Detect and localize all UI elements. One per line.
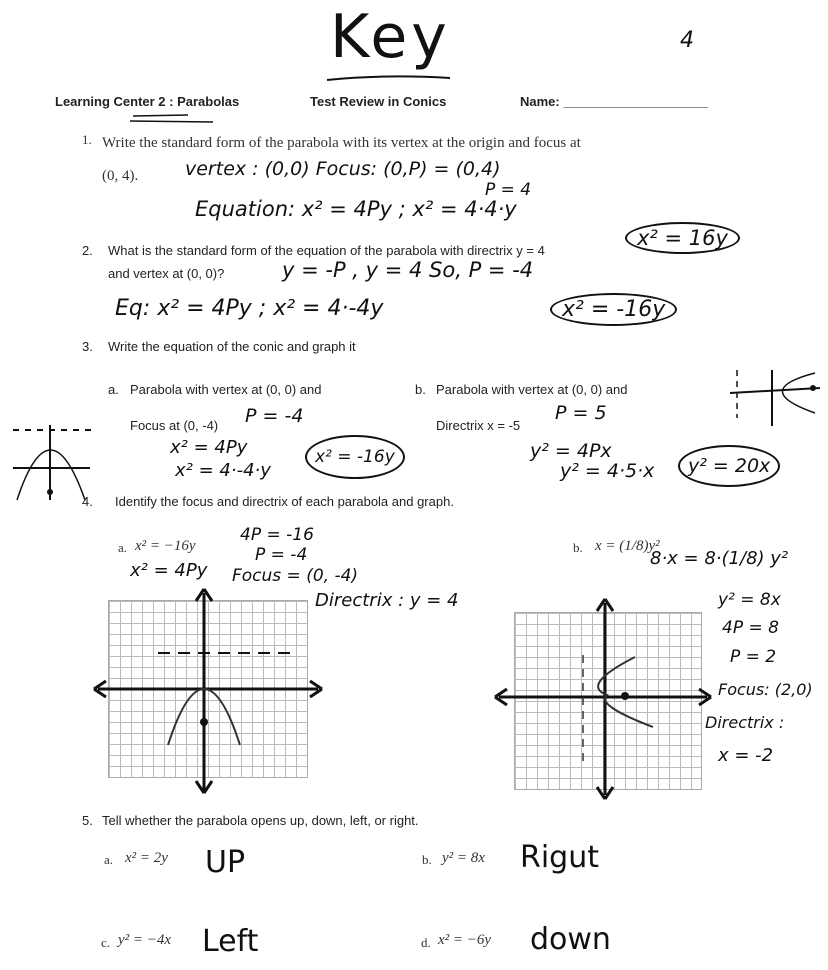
q4a-directrix: Directrix : y = 4 <box>315 590 459 611</box>
q4b-focus: Focus: (2,0) <box>718 680 813 699</box>
q4b-graph <box>495 595 720 805</box>
q3b-answer: y² = 20x <box>678 445 780 487</box>
q5a-label: a. <box>104 852 114 867</box>
q4b-work-1: y² = 8x <box>718 590 781 610</box>
q3b-line2: Directrix x = -5 <box>436 418 521 433</box>
q3b-work-1: y² = 4Px <box>530 440 612 462</box>
q4a-work-2: 4P = -16 <box>240 525 314 545</box>
q3b-work-2: y² = 4·5·x <box>560 460 655 482</box>
q1-prompt: Write the standard form of the parabola with its vertex at the origin and focus at <box>102 135 581 151</box>
q3a-line1: Parabola with vertex at (0, 0) and <box>130 382 322 397</box>
q2-work-1: y = -P , y = 4 So, P = -4 <box>282 258 534 282</box>
course-underline <box>128 112 218 124</box>
q3b-label: b. <box>415 382 426 397</box>
title-key: Key <box>330 2 451 72</box>
q3b-work-p: P = 5 <box>555 402 607 424</box>
q3a-line2: Focus at (0, -4) <box>130 418 219 433</box>
q4b-work-3: P = 2 <box>730 647 777 667</box>
q4a-work-3: P = -4 <box>255 545 308 565</box>
q4b-work-2: 4P = 8 <box>722 618 779 638</box>
q4a-work-1: x² = 4Py <box>130 560 208 581</box>
q2-work-2: Eq: x² = 4Py ; x² = 4·-4y <box>115 296 384 321</box>
page-number: 4 <box>680 28 694 53</box>
q1-work-p: P = 4 <box>485 180 532 200</box>
q5d-answer: down <box>530 922 611 957</box>
q5-number: 5. <box>82 813 93 828</box>
q5c-equation: y² = −4x <box>118 932 172 948</box>
q1-work-2: Equation: x² = 4Py ; x² = 4·4·y <box>195 197 517 221</box>
q4b-directrix: x = -2 <box>718 745 774 766</box>
q3a-label: a. <box>108 382 119 397</box>
q5a-equation: x² = 2y <box>125 850 168 866</box>
q5b-label: b. <box>422 852 432 867</box>
q5d-label: d. <box>421 935 431 950</box>
q5c-label: c. <box>101 935 111 950</box>
name-field[interactable]: Name: ____________________ <box>520 94 708 109</box>
q5-prompt: Tell whether the parabola opens up, down, left, or right. <box>102 813 419 828</box>
q5b-answer: Rigut <box>520 840 599 875</box>
q4-number: 4. <box>82 494 93 509</box>
q3-prompt: Write the equation of the conic and graph it <box>108 339 356 354</box>
q5a-answer: UP <box>205 845 246 880</box>
q2-number: 2. <box>82 243 93 258</box>
q4b-work-0: 8·x = 8·(1/8) y² <box>650 548 789 569</box>
q4a-label: a. <box>118 540 128 555</box>
title-underline <box>325 70 455 86</box>
q5c-answer: Left <box>202 924 259 959</box>
q1-prompt-2: (0, 4). <box>102 168 139 184</box>
q4b-directrix-label: Directrix : <box>705 713 785 732</box>
q2-answer: x² = -16y <box>550 293 677 326</box>
q4a-focus: Focus = (0, -4) <box>232 566 359 586</box>
q1-number: 1. <box>82 132 92 147</box>
q1-work-1: vertex : (0,0) Focus: (0,P) = (0,4) <box>185 158 501 180</box>
q3-number: 3. <box>82 339 93 354</box>
q3b-sketch-graph <box>725 368 825 428</box>
q4b-label: b. <box>573 540 583 555</box>
q3a-work-2: x² = 4·-4·y <box>175 460 271 481</box>
q2-prompt-2: and vertex at (0, 0)? <box>108 266 225 281</box>
q4b-equation: x = (1/8)y² <box>595 538 660 554</box>
q5b-equation: y² = 8x <box>442 850 485 866</box>
q3b-line1: Parabola with vertex at (0, 0) and <box>436 382 628 397</box>
q2-prompt: What is the standard form of the equation of the parabola with directrix y = 4 <box>108 243 545 258</box>
q4a-graph <box>90 585 330 795</box>
q3a-answer: x² = -16y <box>305 435 405 479</box>
q4-prompt: Identify the focus and directrix of each parabola and graph. <box>115 494 454 509</box>
course-title: Learning Center 2 : Parabolas <box>55 94 240 109</box>
q4a-equation: x² = −16y <box>135 538 196 554</box>
subject-title: Test Review in Conics <box>310 94 447 109</box>
q3a-work-1: x² = 4Py <box>170 437 248 458</box>
q1-answer: x² = 16y <box>625 222 740 254</box>
q5d-equation: x² = −6y <box>438 932 492 948</box>
q3a-work-p: P = -4 <box>245 405 304 427</box>
